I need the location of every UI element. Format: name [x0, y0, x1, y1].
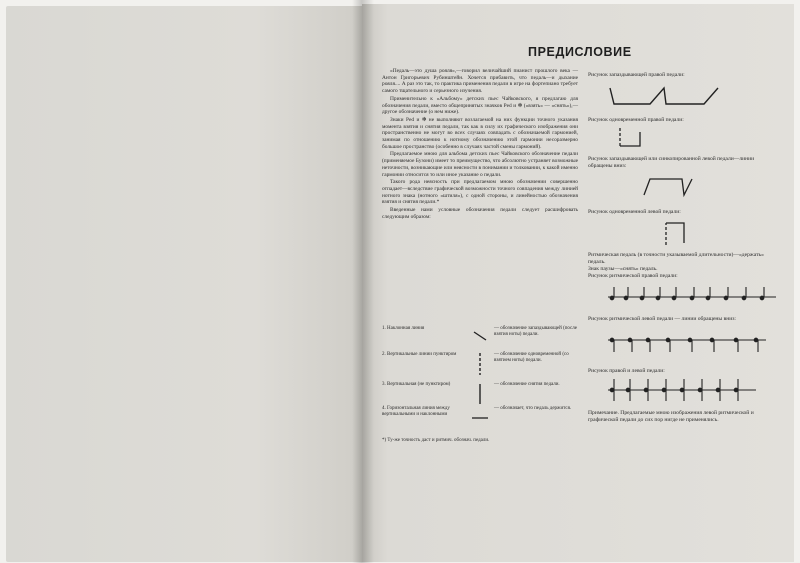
footnote: *) Ту-же точность даст и ритмич. обознач. педали. — [382, 438, 490, 443]
horizontal-line-icon — [472, 406, 488, 430]
dashed-vertical-line-icon — [472, 352, 488, 376]
figure-caption: Рисунок запаздывающей правой педали: — [588, 72, 685, 78]
rhythmic-text: Ритмическая педаль (в точности указываемой длительности)—«держать» педаль. — [588, 252, 764, 265]
paragraph: Знаки Ped и ✻ не выполняют возлагаемой на них функции точного указания момента взятия и снятия педали, так как в силу их графического изображения они пространственно не могут во всех случаях совпадать с обозначаемой гармонией, занимая по отношению к нотному обозначению этой гармонии несоразмерно большое пространство (особенно в случаях частой смены гармоний). — [382, 116, 578, 150]
left-page-blank — [6, 6, 362, 562]
legend-description: — обозначение снятия педали. — [494, 382, 560, 387]
legend-label: 1. Наклонная линия — [382, 326, 425, 331]
paragraph: Предлагаемое мною для альбома детских пьес Чайковского обозначение педали (применяемое Бузони) имеет то преимущество, что абсолютно устраняет возможные неточности, возникающие или неясности в понимании и толковании, к какой именно гармонии относится то или иное указание о педали. — [382, 151, 578, 178]
legend-description: — обозначает, что педаль держится. — [494, 406, 572, 411]
figure-caption: Рисунок запаздывающей или синкопированной левой педали—линии обращены вниз: — [588, 156, 755, 169]
figure-caption: Рисунок ритмической правой педали: — [588, 273, 678, 279]
legend-label: 4. Горизонтальная линия между вертикальными и наклонными — [382, 406, 450, 417]
rhythmic-text: Знак паузы—«снять» педаль. — [588, 266, 658, 272]
legend-description: — обозначение запаздывающей (после взятия ноты) педали. — [494, 326, 577, 337]
preface-text-column — [382, 68, 578, 221]
slanted-line-icon — [472, 326, 488, 350]
figure-caption: Рисунок правой и левой педали: — [588, 368, 665, 374]
book-gutter — [352, 0, 374, 563]
paragraph: Такого рода неясность при предлагаемом мною обозначении совершенно отпадает—вследствие графической возможности точного совпадения между линией нотного знака (нотного «штиля»), с одной стороны, и линейностью обозначения взятия и снятия педали.* — [382, 179, 578, 206]
figure-caption: Рисунок ритмической левой педали — линии обращены вниз: — [588, 316, 736, 322]
paragraph: Применительно к «Альбому» детских пьес Чайковского, я предлагаю для обозначения педали, вместо общепринятых значков Ped и ✻ («взять» — «снять»),—другое обозначение (о нем ниже). — [382, 95, 578, 116]
rhythmic-left-pedal-figure — [606, 336, 776, 356]
legend-label: 2. Вертикальные линии пунктиром — [382, 352, 457, 357]
solid-vertical-line-icon — [472, 382, 488, 406]
rhythmic-right-pedal-figure — [606, 283, 786, 305]
delayed-left-pedal-figure — [640, 175, 720, 199]
paragraph: «Педаль—это душа рояля»,—говорил величайший пианист прошлого века — Антон Григорьевич Рубинштейн. Хочется прибавить, что педаль—и дыхание рояля.... А раз это так, то практика применения педали в игре на фортепиано требует самого тщательного и серьезного изучения. — [382, 68, 578, 95]
simultaneous-right-pedal-figure — [616, 126, 646, 150]
right-and-left-pedal-figure — [606, 376, 776, 404]
paragraph: Введенные нами условные обозначения педали следует расшифровать следующим образом: — [382, 207, 578, 220]
legend-description: — обозначение одновременной (со взятием ноты) педали. — [494, 352, 569, 363]
figure-caption: Рисунок одновременной левой педали: — [588, 209, 681, 215]
simultaneous-left-pedal-figure — [660, 219, 690, 247]
legend-label: 3. Вертикальная (не пунктиром) — [382, 382, 451, 387]
figure-caption: Рисунок одновременной правой педали: — [588, 117, 684, 123]
page-title: ПРЕДИСЛОВИЕ — [528, 45, 632, 59]
delayed-right-pedal-figure — [600, 84, 770, 110]
note: Примечание. Предлагаемые мною изображения левой ритмической и графической педали до сих пор нигде не применялись. — [588, 410, 754, 423]
